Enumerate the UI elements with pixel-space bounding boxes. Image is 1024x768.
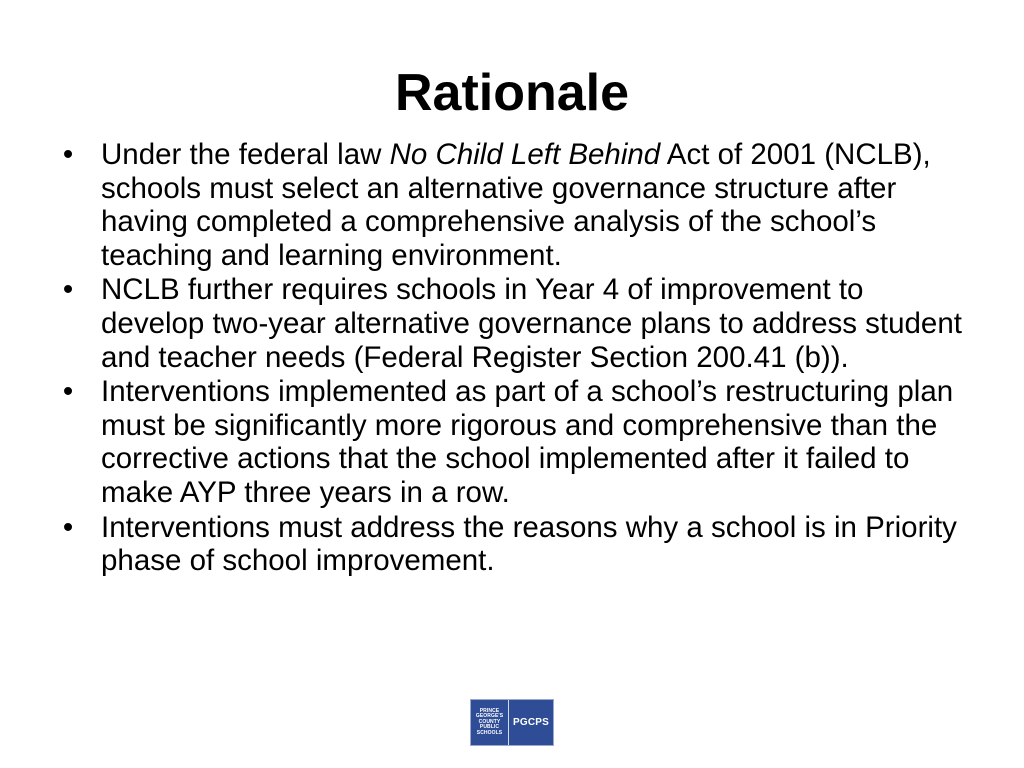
bullet-marker: • [62, 273, 74, 307]
bullet-marker: • [62, 138, 74, 171]
bullet-text-segment: Interventions implemented as part of a school’s restructuring plan must be significantly more rigorous and comprehensive than the corrective actions that the school implemented after it failed to make AYP three years in a row. [101, 375, 954, 509]
bullet-text-segment: Under the federal law [101, 138, 390, 171]
logo-seal [471, 700, 509, 745]
bullet-text-italic-segment: No Child Left Behind [389, 138, 661, 171]
bullet-text-segment: NCLB further requires schools in Year 4 of improvement to develop two-year alternative governance plans to address student and teacher needs (Federal Register Section 200.41 (b)). [101, 273, 962, 374]
logo-seal-text: PRINCE GEORGE'S COUNTY PUBLIC SCHOOLS [475, 707, 504, 736]
bullet-item [58, 138, 963, 272]
slide-title: Rationale [394, 64, 630, 122]
logo-text: PGCPS [512, 717, 549, 728]
pgcps-logo [470, 699, 554, 746]
bullet-marker: • [62, 375, 74, 409]
bullet-marker: • [62, 510, 74, 544]
bullet-list [58, 138, 963, 579]
bullet-item [58, 511, 963, 578]
bullet-item [58, 375, 963, 509]
bullet-text-segment: Act of 2001 (NCLB), schools must select an alternative governance structure after having completed a comprehensive analysis of the school’s teaching and learning environment. [101, 138, 931, 272]
bullet-item [58, 273, 963, 374]
bullet-text-segment: Interventions must address the reasons why a school is in Priority phase of school improvement. [101, 510, 957, 578]
